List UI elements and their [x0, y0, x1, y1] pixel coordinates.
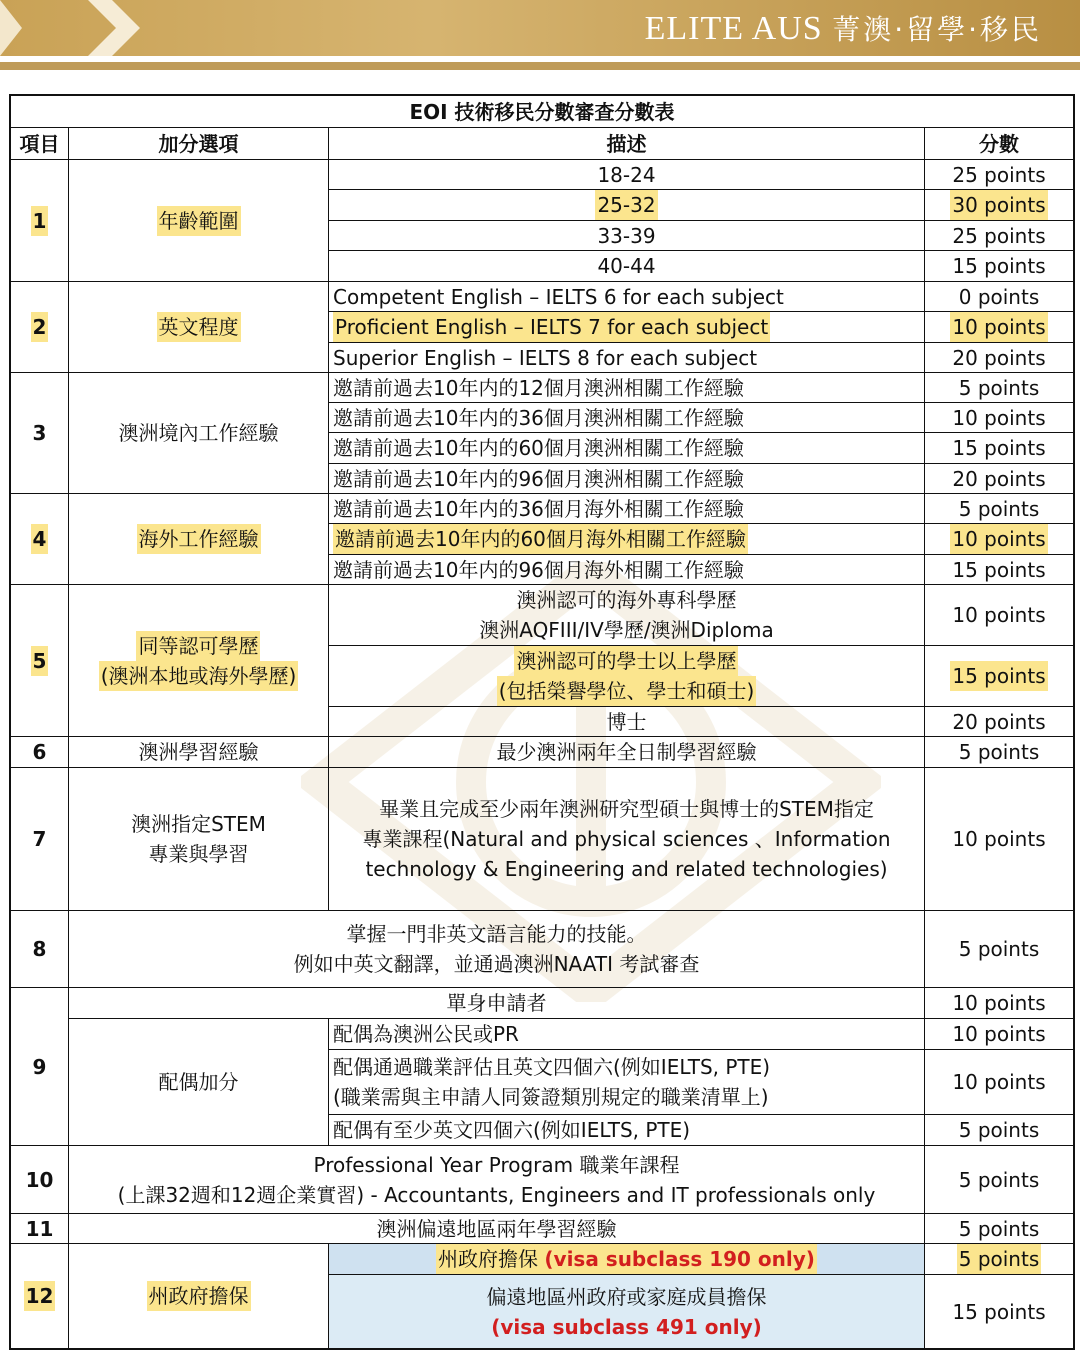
description-line: 澳洲AQFIII/IV學歷/澳洲Diploma: [479, 618, 774, 642]
points-cell: 10 points: [925, 312, 1073, 343]
description-cell: 邀請前過去10年内的96個月海外相關工作經驗: [329, 555, 925, 585]
points-cell: 5 points: [925, 737, 1073, 768]
description-line: 澳洲認可的海外專科學歷: [516, 588, 737, 612]
description-cell: 博士: [329, 707, 925, 737]
item-number: 6: [11, 737, 69, 768]
brand-chinese: 菁澳·留學·移民: [832, 13, 1042, 46]
description-line: 偏遠地區州政府或家庭成員擔保: [486, 1284, 767, 1309]
description-cell: 邀請前過去10年内的36個月澳洲相關工作經驗: [329, 403, 925, 433]
brand-english: ELITE AUS: [644, 10, 823, 47]
description-line: Professional Year Program 職業年課程: [313, 1152, 680, 1177]
description-cell: [329, 1050, 925, 1115]
description-line: (包括榮譽學位、學士和碩士): [497, 676, 757, 706]
points-cell: 10 points: [925, 403, 1073, 433]
option-label: 澳洲學習經驗: [69, 737, 329, 768]
description-line: 配偶通過職業評估且英文四個六(例如IELTS, PTE): [333, 1055, 771, 1079]
description-line: (上課32週和12週企業實習) - Accountants, Engineers and IT professionals only: [117, 1182, 876, 1207]
option-label: 州政府擔保: [69, 1244, 329, 1348]
points-cell: 25 points: [925, 160, 1073, 190]
description-cell: 配偶為澳洲公民或PR: [329, 1019, 925, 1050]
points-cell: 15 points: [925, 433, 1073, 464]
header-rule: [0, 62, 1080, 70]
description-cell: 澳洲偏遠地區兩年學習經驗: [69, 1214, 925, 1244]
description-cell: 邀請前過去10年内的36個月海外相關工作經驗: [329, 494, 925, 524]
points-cell: 5 points: [925, 1146, 1073, 1214]
description-line: (visa subclass 491 only): [491, 1314, 762, 1339]
item-number: 12: [11, 1244, 69, 1348]
option-label: 配偶加分: [69, 1019, 329, 1146]
points-cell: 15 points: [925, 646, 1073, 707]
option-label: [69, 768, 329, 911]
header-banner: [0, 0, 1080, 56]
description-cell: Proficient English – IELTS 7 for each subject: [329, 312, 925, 343]
points-cell: 10 points: [925, 988, 1073, 1019]
description-line: (職業需與主申請人同簽證類別規定的職業清單上): [333, 1085, 769, 1109]
points-cell: 10 points: [925, 1019, 1073, 1050]
description-line: 掌握一門非英文語言能力的技能。: [346, 922, 647, 946]
item-number: 8: [11, 911, 69, 988]
description-cell: [329, 768, 925, 911]
points-cell: 5 points: [925, 1115, 1073, 1146]
description-cell: 邀請前過去10年内的96個月澳洲相關工作經驗: [329, 464, 925, 494]
points-cell: 5 points: [925, 1214, 1073, 1244]
points-cell: 10 points: [925, 1050, 1073, 1115]
item-number: 11: [11, 1214, 69, 1244]
item-number: 1: [11, 160, 69, 282]
points-cell: 20 points: [925, 464, 1073, 494]
points-cell: 10 points: [925, 585, 1073, 646]
description-line: 州政府擔保 (visa subclass 190 only): [436, 1244, 817, 1274]
description-cell: 單身申請者: [69, 988, 925, 1019]
points-cell: 5 points: [925, 494, 1073, 524]
points-cell: 15 points: [925, 555, 1073, 585]
chevron-decoration: [0, 0, 22, 56]
description-line: 專業課程(Natural and physical sciences 、Information: [362, 827, 891, 851]
description-line: 畢業且完成至少兩年澳洲研究型碩士與博士的STEM指定: [379, 797, 874, 821]
option-label: 英文程度: [69, 282, 329, 373]
points-cell: 20 points: [925, 343, 1073, 373]
points-table: [9, 94, 1075, 1350]
chevron-arrow-icon: [88, 0, 148, 56]
item-number: 3: [11, 373, 69, 494]
option-label: 海外工作經驗: [69, 494, 329, 585]
option-label: 年齡範圍: [69, 160, 329, 282]
points-cell: 0 points: [925, 282, 1073, 312]
description-cell: [69, 911, 925, 988]
points-cell: 15 points: [952, 1299, 1046, 1324]
description-cell: 配偶有至少英文四個六(例如IELTS, PTE): [329, 1115, 925, 1146]
description-cell: [69, 1146, 925, 1214]
description-cell: Superior English – IELTS 8 for each subject: [329, 343, 925, 373]
description-cell: 33-39: [329, 221, 925, 251]
points-cell: 5 points: [925, 373, 1073, 403]
points-cell: 30 points: [925, 190, 1073, 221]
description-line: 澳洲認可的學士以上學歷: [514, 646, 738, 676]
col-header-points: 分數: [925, 128, 1073, 160]
col-header-description: 描述: [329, 128, 925, 160]
points-cell: 20 points: [925, 707, 1073, 737]
points-cell: 25 points: [925, 221, 1073, 251]
option-label-line2: 專業與學習: [148, 842, 249, 866]
option-label: 澳洲境內工作經驗: [69, 373, 329, 494]
description-cell: [329, 585, 925, 646]
description-cell: 邀請前過去10年内的60個月海外相關工作經驗: [329, 524, 925, 555]
description-line: technology & Engineering and related technologies): [365, 857, 888, 881]
col-header-item: 項目: [11, 128, 69, 160]
description-cell: 最少澳洲兩年全日制學習經驗: [329, 737, 925, 768]
description-cell: 18-24: [329, 160, 925, 190]
points-cell: 15 points: [925, 251, 1073, 282]
description-cell: 25-32: [329, 190, 925, 221]
item-number: 4: [11, 494, 69, 585]
item-number: 2: [11, 282, 69, 373]
points-cell: 5 points: [925, 1244, 1073, 1275]
points-cell: 5 points: [925, 911, 1073, 988]
option-label-line1: 澳洲指定STEM: [131, 812, 266, 836]
table-title: EOI 技術移民分數審查分數表: [11, 96, 1073, 128]
description-cell: Competent English – IELTS 6 for each subject: [329, 282, 925, 312]
description-cell: 邀請前過去10年内的60個月澳洲相關工作經驗: [329, 433, 925, 464]
description-cell: [329, 646, 925, 707]
option-label-line2: (澳洲本地或海外學歷): [99, 661, 299, 691]
col-header-option: 加分選項: [69, 128, 329, 160]
item-number: 7: [11, 768, 69, 911]
description-cell: [329, 1275, 925, 1348]
item-number: 9: [11, 988, 69, 1146]
description-cell: 40-44: [329, 251, 925, 282]
description-line: 例如中英文翻譯，並通過澳洲NAATI 考試審查: [293, 952, 700, 976]
description-cell: 邀請前過去10年内的12個月澳洲相關工作經驗: [329, 373, 925, 403]
description-cell: [329, 1244, 925, 1275]
option-label: [69, 585, 329, 737]
points-cell: 10 points: [925, 768, 1073, 911]
brand-logo: [645, 8, 1042, 48]
item-number: 10: [11, 1146, 69, 1214]
points-cell: 10 points: [925, 524, 1073, 555]
option-label-line1: 同等認可學歷: [136, 631, 260, 661]
item-number: 5: [11, 585, 69, 737]
